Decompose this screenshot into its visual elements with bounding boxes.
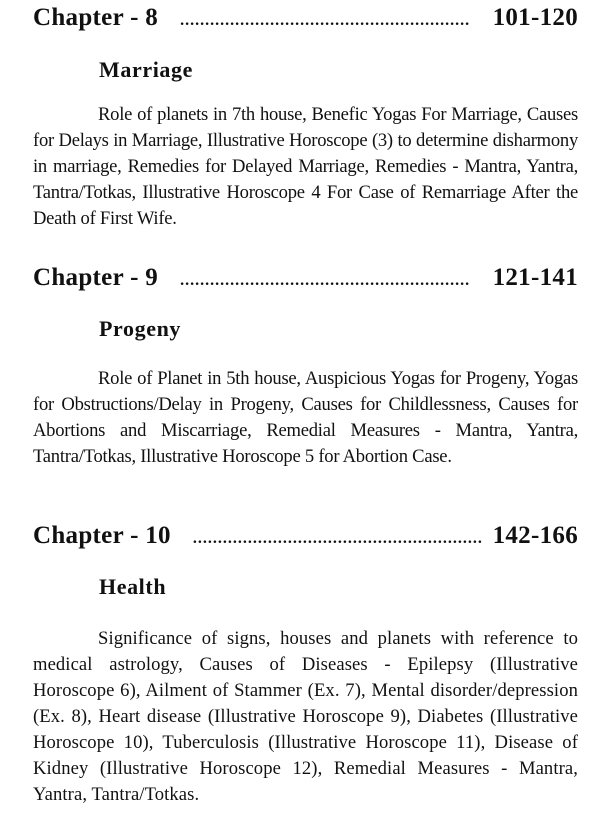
chapter-heading <box>33 522 578 550</box>
leader-dots: .......................................................... <box>180 12 471 29</box>
chapter-description: Significance of signs, houses and planets with reference to medical astrology, Causes of Diseases - Epilepsy (Illustrative Horoscope 6), Ailment of Stammer (Ex. 7), Mental disorder/depression (Ex. 8), Heart disease (Illustrative Horoscope 9), Diabetes (Illustrative Horoscope 10), Tuberculosis (Illustrative Horoscope 11), Disease of Kidney (Illustrative Horoscope 12), Remedial Measures - Mantra, Yantra, Tantra/Totkas. <box>33 628 578 805</box>
chapter-label: Chapter - 8 <box>33 4 159 31</box>
chapter-description: Role of planets in 7th house, Benefic Yogas For Marriage, Causes for Delays in Marriage, Illustrative Horoscope (3) to determine disharmony in marriage, Remedies for Delayed Marriage, Remedies - Mantra, Yantra, Tantra/Totkas, Illustrative Horoscope 4 For Case of Remarriage After the Death of First Wife. <box>33 104 578 229</box>
page-range: 101-120 <box>492 4 578 31</box>
chapter-heading <box>33 4 578 32</box>
leader-dots: .......................................................... <box>180 272 471 289</box>
page-range: 142-166 <box>492 522 578 549</box>
leader-dots: .......................................................... <box>192 530 483 547</box>
section-title: Health <box>99 574 167 599</box>
section-title: Progeny <box>99 316 182 341</box>
chapter-label: Chapter - 10 <box>33 522 171 549</box>
page-range: 121-141 <box>492 264 578 291</box>
section-title: Marriage <box>99 57 193 82</box>
chapter-description: Role of Planet in 5th house, Auspicious Yogas for Progeny, Yogas for Obstructions/Delay in Progeny, Causes for Childlessness, Causes for Abortions and Miscarriage, Remedial Measures - Mantra, Yantra, Tantra/Totkas, Illustrative Horoscope 5 for Abortion Case. <box>33 368 578 467</box>
chapter-heading <box>33 264 578 292</box>
chapter-label: Chapter - 9 <box>33 264 159 291</box>
